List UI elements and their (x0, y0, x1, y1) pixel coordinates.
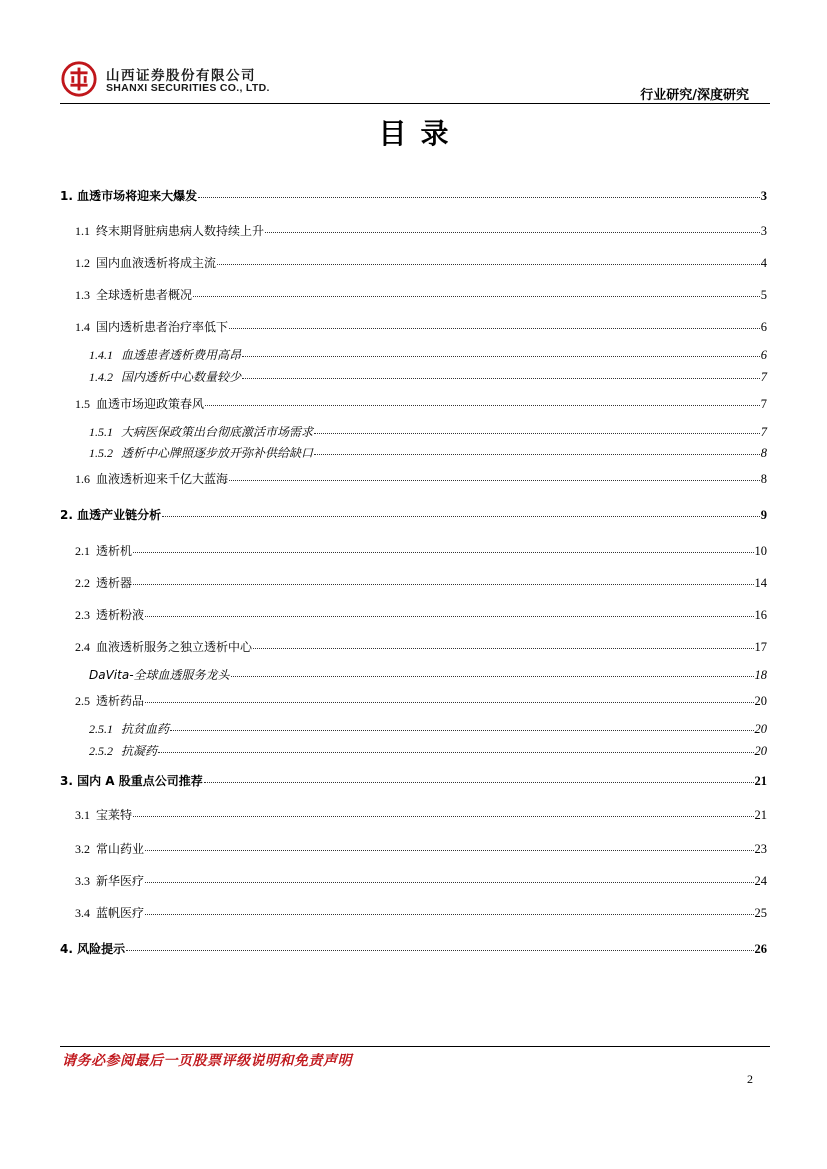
toc-entry-title: 抗贫血药 (121, 722, 170, 736)
toc-page-number: 20 (754, 694, 767, 708)
toc-leader-dots (133, 584, 753, 585)
toc-page-number: 20 (754, 722, 767, 736)
toc-entry-title: 大病医保政策出台彻底激活市场需求 (121, 425, 314, 439)
toc-entry-title: 抗凝药 (121, 744, 158, 758)
toc-entry-title: 血透患者透析费用高昂 (121, 348, 242, 362)
toc-entry-label (75, 222, 264, 239)
toc-entry-label (75, 806, 132, 823)
toc-entry[interactable] (89, 346, 767, 363)
toc-leader-dots (133, 552, 753, 553)
toc-entry-number: 1.3 (75, 288, 90, 302)
toc-page-number: 20 (754, 744, 767, 758)
toc-entry-number: 3.4 (75, 906, 90, 920)
toc-leader-dots (217, 264, 760, 265)
toc-entry[interactable] (75, 872, 767, 889)
toc-entry-title: 宝莱特 (96, 808, 133, 822)
toc-entry[interactable] (75, 638, 767, 655)
toc-entry[interactable] (60, 187, 767, 204)
toc-page-number: 7 (760, 397, 767, 411)
toc-entry-label (75, 692, 144, 709)
toc-entry-title: DaVita-全球血透服务龙头 (89, 668, 230, 682)
toc-page-number: 4 (760, 256, 767, 270)
toc-entry-number: 1.4 (75, 320, 90, 334)
toc-entry-title: 国内透析患者治疗率低下 (96, 320, 229, 334)
toc-entry-number: 1.4.1 (89, 348, 113, 362)
toc-entry[interactable] (75, 692, 767, 709)
toc-entry-label (75, 574, 132, 591)
toc-entry[interactable] (60, 772, 767, 789)
toc-page-number: 10 (754, 544, 767, 558)
toc-entry-title: 蓝帆医疗 (96, 906, 145, 920)
toc-entry[interactable] (75, 806, 767, 823)
toc-leader-dots (193, 296, 760, 297)
toc-entry[interactable] (75, 470, 767, 487)
toc-entry-title: 透析机 (96, 544, 133, 558)
toc-entry-number: 1. (60, 189, 73, 203)
toc-leader-dots (265, 232, 760, 233)
toc-entry-number: 2.2 (75, 576, 90, 590)
toc-entry[interactable] (60, 940, 767, 957)
toc-page-number: 6 (760, 320, 767, 334)
toc-page-number: 3 (760, 224, 767, 238)
toc-entry-number: 2.1 (75, 544, 90, 558)
toc-entry-label (75, 606, 144, 623)
toc-entry[interactable] (75, 395, 767, 412)
toc-entry-number: 2.3 (75, 608, 90, 622)
toc-leader-dots (198, 197, 760, 198)
toc-entry-label (75, 254, 216, 271)
toc-page-number: 9 (760, 508, 767, 522)
toc-page-number: 26 (754, 942, 767, 956)
toc-entry-title: 透析药品 (96, 694, 145, 708)
toc-entry[interactable] (89, 720, 767, 737)
toc-entry[interactable] (89, 742, 767, 759)
toc-leader-dots (253, 648, 753, 649)
toc-entry-label (89, 423, 313, 440)
toc-entry-number: 1.5.2 (89, 446, 113, 460)
toc-leader-dots (205, 405, 760, 406)
toc-entry-label (75, 395, 204, 412)
toc-entry[interactable] (75, 904, 767, 921)
report-type: 行业研究/深度研究 (640, 88, 749, 103)
toc-leader-dots (133, 816, 753, 817)
toc-entry-number: 2.5.1 (89, 722, 113, 736)
toc-page-number: 5 (760, 288, 767, 302)
toc-entry[interactable] (89, 444, 767, 461)
toc-entry-title: 透析粉液 (96, 608, 145, 622)
toc-leader-dots (145, 850, 753, 851)
toc-entry-label (60, 187, 197, 204)
toc-entry-title: 血液透析迎来千亿大蓝海 (96, 472, 229, 486)
toc-leader-dots (126, 950, 753, 951)
toc-page-number: 18 (754, 668, 767, 682)
toc-entry-label (89, 444, 313, 461)
toc-page-number: 7 (760, 370, 767, 384)
toc-entry-label (75, 638, 252, 655)
toc-leader-dots (145, 702, 753, 703)
toc-entry-number: 3.1 (75, 808, 90, 822)
toc-page-number: 24 (754, 874, 767, 888)
toc-page-number: 3 (760, 189, 767, 203)
toc-entry-title: 血液透析服务之独立透析中心 (96, 640, 253, 654)
toc-entry[interactable] (75, 222, 767, 239)
toc-page-number: 23 (754, 842, 767, 856)
toc-leader-dots (314, 454, 760, 455)
toc-leader-dots (231, 676, 754, 677)
toc-entry-number: 1.1 (75, 224, 90, 238)
page-title: 目录 (378, 117, 463, 150)
toc-entry-label (75, 318, 228, 335)
toc-entry-label (89, 666, 230, 683)
toc-entry-number: 1.6 (75, 472, 90, 486)
toc-entry-label (75, 872, 144, 889)
footer-divider (60, 1046, 770, 1047)
toc-entry-title: 常山药业 (96, 842, 145, 856)
toc-entry-title: 国内血液透析将成主流 (96, 256, 217, 270)
toc-leader-dots (145, 616, 753, 617)
toc-entry-number: 1.5.1 (89, 425, 113, 439)
toc-entry-title: 国内 A 股重点公司推荐 (77, 774, 203, 788)
toc-entry-label (89, 368, 241, 385)
toc-entry-title: 全球透析患者概况 (96, 288, 193, 302)
toc-entry-label (75, 542, 132, 559)
toc-entry-label (60, 772, 203, 789)
toc-entry[interactable] (89, 368, 767, 385)
toc-page-number: 25 (754, 906, 767, 920)
toc-page-number: 8 (760, 472, 767, 486)
toc-entry-number: 2.5.2 (89, 744, 113, 758)
toc-entry[interactable] (75, 574, 767, 591)
toc-leader-dots (145, 914, 753, 915)
toc-entry-number: 3.2 (75, 842, 90, 856)
toc-entry[interactable] (75, 254, 767, 271)
toc-entry-title: 新华医疗 (96, 874, 145, 888)
toc-page-number: 6 (760, 348, 767, 362)
toc-entry[interactable] (75, 840, 767, 857)
toc-page-number: 21 (754, 774, 767, 788)
toc-entry-label (75, 470, 228, 487)
toc-leader-dots (314, 433, 760, 434)
toc-entry-number: 1.5 (75, 397, 90, 411)
toc-page-number: 7 (760, 425, 767, 439)
toc-entry-title: 透析中心牌照逐步放开弥补供给缺口 (121, 446, 314, 460)
toc-entry[interactable] (75, 318, 767, 335)
toc-leader-dots (229, 480, 760, 481)
toc-leader-dots (242, 356, 760, 357)
toc-leader-dots (229, 328, 760, 329)
toc-entry-number: 1.2 (75, 256, 90, 270)
toc-entry[interactable] (75, 606, 767, 623)
toc-entry-label (89, 346, 241, 363)
toc-entry-number: 2. (60, 508, 73, 522)
toc-page-number: 21 (754, 808, 767, 822)
company-name-cn: 山西证券股份有限公司 (106, 68, 256, 84)
toc-entry[interactable] (89, 423, 767, 440)
toc-entry[interactable] (75, 286, 767, 303)
toc-leader-dots (170, 730, 753, 731)
toc-entry-label (89, 720, 169, 737)
disclaimer-text: 请务必参阅最后一页股票评级说明和免责声明 (62, 1053, 352, 1069)
toc-leader-dots (242, 378, 760, 379)
toc-entry-title: 国内透析中心数量较少 (121, 370, 242, 384)
toc-entry-number: 2.4 (75, 640, 90, 654)
toc-page-number: 16 (754, 608, 767, 622)
page-number: 2 (747, 1072, 753, 1086)
toc-entry-title: 血透市场迎政策春风 (96, 397, 205, 411)
toc-leader-dots (145, 882, 753, 883)
toc-entry-label (75, 840, 144, 857)
toc-entry-number: 4. (60, 942, 73, 956)
toc-entry[interactable] (60, 506, 767, 523)
toc-entry-title: 透析器 (96, 576, 133, 590)
toc-leader-dots (158, 752, 753, 753)
toc-page-number: 17 (754, 640, 767, 654)
toc-entry-title: 血透产业链分析 (77, 508, 162, 522)
toc-entry-label (60, 940, 125, 957)
toc-entry-number: 1.4.2 (89, 370, 113, 384)
toc-entry-title: 血透市场将迎来大爆发 (77, 189, 198, 203)
toc-entry-label (75, 286, 192, 303)
toc-entry-title: 风险提示 (77, 942, 126, 956)
toc-entry-number: 3.3 (75, 874, 90, 888)
toc-entry-label (60, 506, 161, 523)
toc-page-number: 14 (754, 576, 767, 590)
toc-leader-dots (162, 516, 760, 517)
toc-entry-title: 终末期肾脏病患病人数持续上升 (96, 224, 265, 238)
toc-entry-label (89, 742, 157, 759)
company-name-en: SHANXI SECURITIES CO., LTD. (106, 82, 270, 94)
toc-entry-number: 2.5 (75, 694, 90, 708)
toc-entry-label (75, 904, 144, 921)
toc-entry-number: 3. (60, 774, 73, 788)
toc-page-number: 8 (760, 446, 767, 460)
toc-entry[interactable] (89, 666, 767, 683)
toc-entry[interactable] (75, 542, 767, 559)
toc-leader-dots (204, 782, 754, 783)
